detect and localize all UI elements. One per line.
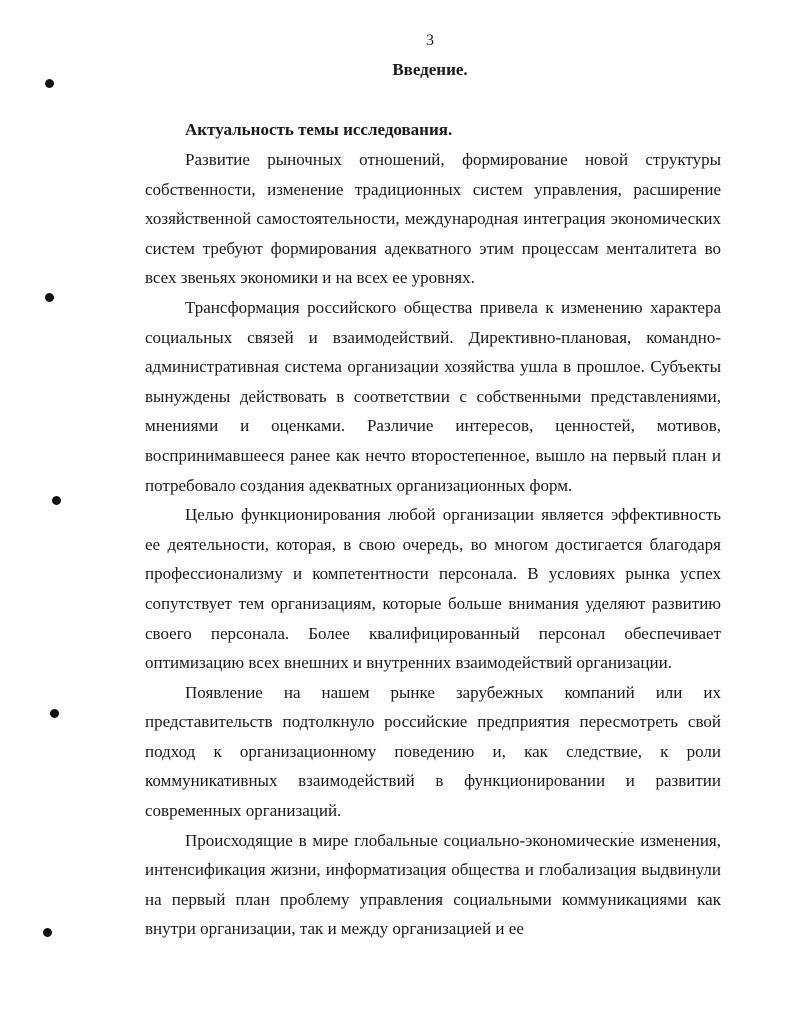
punch-hole-mark bbox=[43, 928, 52, 937]
page-number: 3 bbox=[426, 32, 434, 49]
paragraph-5: Происходящие в мире глобальные социально-экономические изменения, интенсификация жизни, информатизация общества и глобализация выдвинули на первый план проблему управления социальными коммуникациями как внутри организации, так и между организацией и ее bbox=[145, 830, 721, 939]
punch-hole-mark bbox=[50, 709, 59, 718]
punch-hole-mark bbox=[52, 496, 61, 505]
punch-hole-mark bbox=[45, 293, 54, 302]
text-body bbox=[145, 145, 721, 944]
paragraph-1: Развитие рыночных отношений, формирование новой структуры собственности, изменение традиционных систем управления, расширение хозяйственной самостоятельности, международная интеграция экономических систем требуют формирования адекватного этим процессам менталитета во всех звеньях экономики и на всех ее уровнях. bbox=[145, 150, 721, 288]
punch-hole-mark bbox=[45, 79, 54, 88]
paragraph-2: Трансформация российского общества привела к изменению характера социальных связей и взаимодействий. Директивно-плановая, командно-административная система организации хозяйства ушла в прошлое. Субъекты вынуждены действовать в соответствии с собственными представлениями, мнениями и оценками. Различие интересов, ценностей, мотивов, воспринимавшееся ранее как нечто второстепенное, вышло на первый план и потребовало создания адекватных организационных форм. bbox=[145, 297, 721, 495]
paragraph-3: Целью функционирования любой организации является эффективность ее деятельности, которая, в свою очередь, во многом достигается благодаря профессионализму и компетентности персонала. В условиях рынка успех сопутствует тем организациям, которые больше внимания уделяют развитию своего персонала. Более квалифицированный персонал обеспечивает оптимизацию всех внешних и внутренних взаимодействий организации. bbox=[145, 505, 721, 673]
section-subheading: Актуальность темы исследования. bbox=[185, 120, 453, 139]
section-heading: Введение. bbox=[392, 60, 468, 79]
paragraph-4: Появление на нашем рынке зарубежных компаний или их представительств подтолкнуло российские предприятия пересмотреть свой подход к организационному поведению и, как следствие, к роли коммуникативных взаимодействий в функционировании и развитии современных организаций. bbox=[145, 682, 721, 821]
